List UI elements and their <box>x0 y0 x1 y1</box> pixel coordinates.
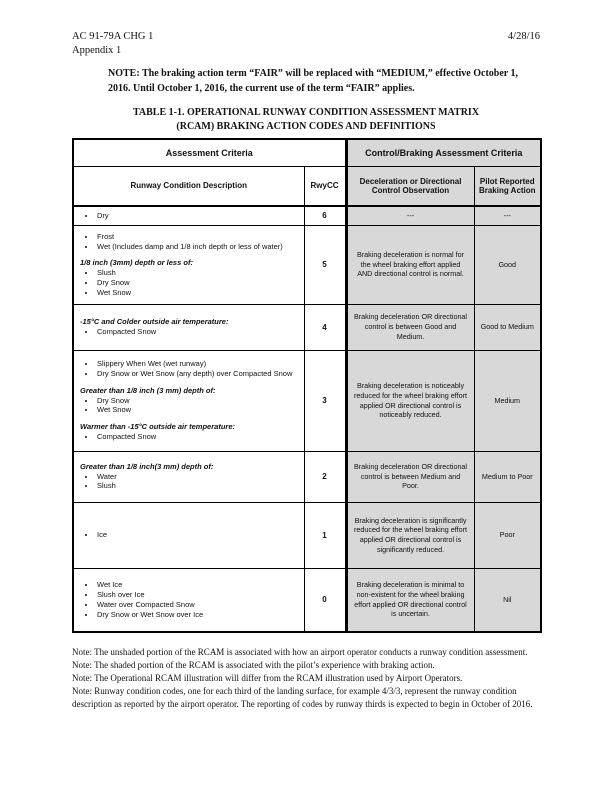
condition-item: • Slush over Ice <box>96 590 298 600</box>
rwycc-code-cell: 2 <box>304 451 346 502</box>
rwycc-code-cell: 5 <box>304 225 346 304</box>
table-title-line2: (RCAM) BRAKING ACTION CODES AND DEFINITIONS <box>176 120 436 132</box>
deceleration-observation-cell: Braking deceleration is noticeably reduced for the wheel braking effort applied OR directional control is noticeably reduced. <box>346 350 474 451</box>
condition-item: • Slippery When Wet (wet runway) <box>96 359 298 369</box>
condition-item: • Slush <box>96 481 298 491</box>
col-header-rwycc: RwyCC <box>304 166 346 206</box>
condition-item: • Compacted Snow <box>96 327 298 337</box>
document-id: AC 91-79A CHG 1 <box>72 31 154 42</box>
condition-item: • Dry Snow or Wet Snow (any depth) over Compacted Snow <box>96 369 298 379</box>
rcam-table-head <box>73 139 541 206</box>
pilot-braking-action-cell: Nil <box>474 568 541 632</box>
condition-item: • Ice <box>96 530 298 540</box>
assessment-criteria-header: Assessment Criteria <box>73 139 346 166</box>
rcam-table-body <box>73 206 541 632</box>
col-header-runway-condition: Runway Condition Description <box>73 166 304 206</box>
note-paragraph: NOTE: The braking action term “FAIR” will be replaced with “MEDIUM,” effective October 1, 2016. Until October 1, 2016, the current use of the term “FAIR” applies. <box>108 68 519 94</box>
runway-condition-cell <box>73 225 304 304</box>
table-row <box>73 206 541 225</box>
condition-item: • Wet Snow <box>96 405 298 415</box>
condition-item: • Wet Snow <box>96 288 298 298</box>
condition-heading: Greater than 1/8 inch (3 mm) depth of: <box>80 385 216 395</box>
table-title-line1: TABLE 1-1. OPERATIONAL RUNWAY CONDITION ASSESSMENT MATRIX <box>132 107 480 118</box>
rwycc-code-cell: 4 <box>304 304 346 350</box>
condition-item: • Dry <box>96 211 298 221</box>
rcam-table <box>72 138 542 633</box>
condition-item: • Slush <box>96 268 298 278</box>
table-row <box>73 451 541 502</box>
condition-item: • Dry Snow or Wet Snow over Ice <box>96 610 298 620</box>
condition-heading: Greater than 1/8 inch(3 mm) depth of: <box>80 461 214 471</box>
pilot-braking-action-cell: Medium to Poor <box>474 451 541 502</box>
footnotes <box>72 646 540 711</box>
pilot-braking-action-cell: Medium <box>474 350 541 451</box>
condition-heading: -15°C and Colder outside air temperature: <box>80 317 229 327</box>
rwycc-code-cell: 0 <box>304 568 346 632</box>
runway-condition-cell <box>73 304 304 350</box>
deceleration-observation-cell: Braking deceleration is normal for the wheel braking effort applied AND directional control is normal. <box>346 225 474 304</box>
condition-item: • Frost <box>96 232 298 242</box>
deceleration-observation-cell: --- <box>346 206 474 225</box>
table-row <box>73 304 541 350</box>
pilot-braking-action-cell: --- <box>474 206 541 225</box>
table-row <box>73 568 541 632</box>
runway-condition-cell <box>73 206 304 225</box>
condition-item: • Dry Snow <box>96 396 298 406</box>
deceleration-observation-cell: Braking deceleration is minimal to non-existent for the wheel braking effort applied OR directional control is uncertain. <box>346 568 474 632</box>
condition-item: • Wet (Includes damp and 1/8 inch depth or less of water) <box>96 242 298 252</box>
table-row <box>73 225 541 304</box>
condition-heading: Warmer than -15°C outside air temperature: <box>80 422 235 432</box>
table-row <box>73 350 541 451</box>
pilot-braking-action-cell: Good <box>474 225 541 304</box>
condition-item: • Dry Snow <box>96 278 298 288</box>
runway-condition-cell <box>73 502 304 568</box>
runway-condition-cell <box>73 350 304 451</box>
table-row <box>73 502 541 568</box>
footnote: Note: The unshaded portion of the RCAM is associated with how an airport operator conducts a runway condition assessment. <box>72 647 528 657</box>
header-group-row <box>73 139 541 166</box>
pilot-braking-action-cell: Poor <box>474 502 541 568</box>
deceleration-observation-cell: Braking deceleration is significantly reduced for the wheel braking effort applied OR directional control is significantly reduced. <box>346 502 474 568</box>
rwycc-code-cell: 3 <box>304 350 346 451</box>
condition-heading: 1/8 inch (3mm) depth or less of: <box>80 258 193 268</box>
runway-condition-cell <box>73 451 304 502</box>
condition-item: • Compacted Snow <box>96 432 298 442</box>
col-header-deceleration: Deceleration or Directional Control Observation <box>346 166 474 206</box>
runway-condition-cell <box>73 568 304 632</box>
footnote: Note: The shaded portion of the RCAM is associated with the pilot’s experience with braking action. <box>72 660 435 670</box>
table-title <box>72 106 540 133</box>
deceleration-observation-cell: Braking deceleration OR directional control is between Good and Medium. <box>346 304 474 350</box>
col-header-pilot-reported: Pilot Reported Braking Action <box>474 166 541 206</box>
deceleration-observation-cell: Braking deceleration OR directional control is between Medium and Poor. <box>346 451 474 502</box>
pilot-braking-action-cell: Good to Medium <box>474 304 541 350</box>
rwycc-code-cell: 1 <box>304 502 346 568</box>
condition-item: • Water over Compacted Snow <box>96 600 298 610</box>
page-header <box>72 30 540 58</box>
appendix-label: Appendix 1 <box>72 45 122 56</box>
rwycc-code-cell: 6 <box>304 206 346 225</box>
condition-item: • Water <box>96 472 298 482</box>
footnote: Note: Runway condition codes, one for each third of the landing surface, for example 4/3/3, represent the runway condition description as reported by the airport operator. The reporting of codes by runway thirds is expected to begin in October of 2016. <box>72 686 533 709</box>
column-header-row <box>73 166 541 206</box>
control-braking-header: Control/Braking Assessment Criteria <box>346 139 541 166</box>
condition-item: • Wet Ice <box>96 580 298 590</box>
document-date: 4/28/16 <box>507 31 540 42</box>
footnote: Note: The Operational RCAM illustration will differ from the RCAM illustration used by Airport Operators. <box>72 673 463 683</box>
